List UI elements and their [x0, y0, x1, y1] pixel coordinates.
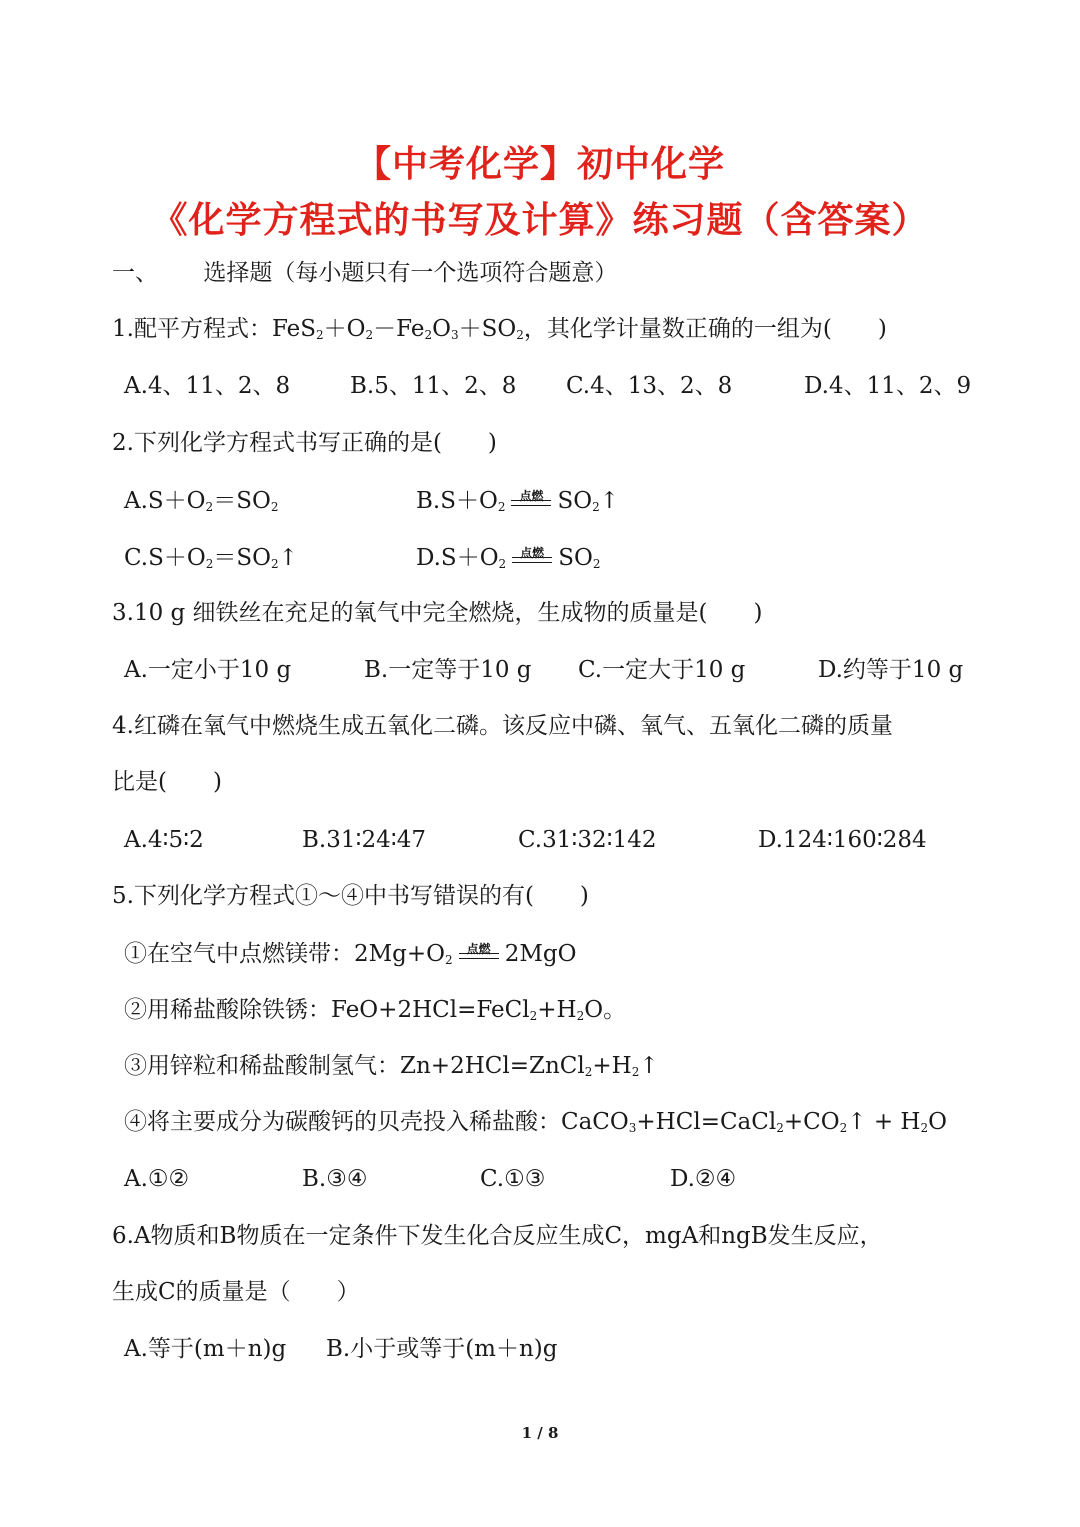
- document-title: 【中考化学】初中化学: [354, 144, 725, 185]
- question-6-line1: 6.A物质和B物质在一定条件下发生化合反应生成C，mgA和ngB发生反应，: [112, 1223, 883, 1249]
- question-1: 1.配平方程式：$FeS_2+O_2-Fe_2O_3+SO_2$，其化学计量数正确的一组为( ): [112, 316, 887, 342]
- q5-item-1: ①在空气中点燃镁带：$2Mg+O_2$ 点燃 2MgO: [124, 941, 577, 967]
- question-2: 2.下列化学方程式书写正确的是( ): [112, 430, 497, 456]
- document-subtitle: 《化学方程式的书写及计算》练习题（含答案）: [151, 200, 929, 241]
- q5-option-b: B.③④: [302, 1166, 368, 1192]
- reaction-condition: 点燃: [509, 491, 553, 513]
- question-5: 5.下列化学方程式①～④中书写错误的有( ): [112, 883, 589, 909]
- q2-option-d: $D.S+O_2$ 点燃 $SO_2$: [416, 545, 601, 571]
- q1-option-b: B.5、11、2、8: [350, 373, 517, 399]
- q4-option-c: C.31∶32∶142: [518, 827, 657, 853]
- q2-option-b: $B.S+O_2$ 点燃 $SO_2↑$: [416, 488, 620, 514]
- q3-option-a: A.一定小于10 g: [124, 657, 292, 683]
- q1-option-a: A.4、11、2、8: [124, 373, 291, 399]
- q4-option-d: D.124∶160∶284: [758, 827, 927, 853]
- q5-item-3: ③用锌粒和稀盐酸制氢气：$Zn+2HCl=ZnCl_2+H_2↑$: [124, 1053, 659, 1079]
- q5-option-c: C.①③: [480, 1166, 546, 1192]
- q5-item-2: ②用稀盐酸除铁锈：$FeO+2HCl=FeCl_2+H_2O$。: [124, 997, 627, 1023]
- question-4-line1: 4.红磷在氧气中燃烧生成五氧化二磷。该反应中磷、氧气、五氧化二磷的质量: [112, 713, 893, 739]
- question-3: 3.10 g 细铁丝在充足的氧气中完全燃烧，生成物的质量是( ): [112, 600, 763, 626]
- q5-item-4: ④将主要成分为碳酸钙的贝壳投入稀盐酸：$CaCO_3+HCl=CaCl_2+CO_2↑ + H_2O$: [124, 1109, 947, 1135]
- q1-option-d: D.4、11、2、9: [804, 373, 972, 399]
- page-number: 1 / 8: [521, 1424, 559, 1442]
- q3-option-b: B.一定等于10 g: [364, 657, 532, 683]
- q6-option-a: A.等于(m＋n)g: [124, 1336, 287, 1362]
- q6-option-b: B.小于或等于(m＋n)g: [326, 1336, 558, 1362]
- section-text: 选择题（每小题只有一个选项符合题意）: [203, 260, 618, 286]
- q5-option-d: D.②④: [670, 1166, 737, 1192]
- q3-option-d: D.约等于10 g: [818, 657, 964, 683]
- question-6-line2: 生成C的质量是（ ）: [112, 1279, 360, 1305]
- reaction-condition: 点燃: [510, 548, 554, 570]
- reaction-condition: 点燃: [457, 944, 501, 966]
- q5-option-a: A.①②: [124, 1166, 190, 1192]
- section-heading: [112, 258, 617, 288]
- q2-option-c: $C.S+O_2=SO_2↑$: [124, 545, 298, 571]
- q4-option-b: B.31∶24∶47: [302, 827, 426, 853]
- question-4-line2: 比是( ): [112, 769, 222, 795]
- q1-option-c: C.4、13、2、8: [566, 373, 733, 399]
- q2-option-a: $A.S+O_2=SO_2$: [124, 488, 279, 514]
- section-number: 一、: [112, 260, 158, 286]
- q4-option-a: A.4∶5∶2: [124, 827, 204, 853]
- q3-option-c: C.一定大于10 g: [578, 657, 746, 683]
